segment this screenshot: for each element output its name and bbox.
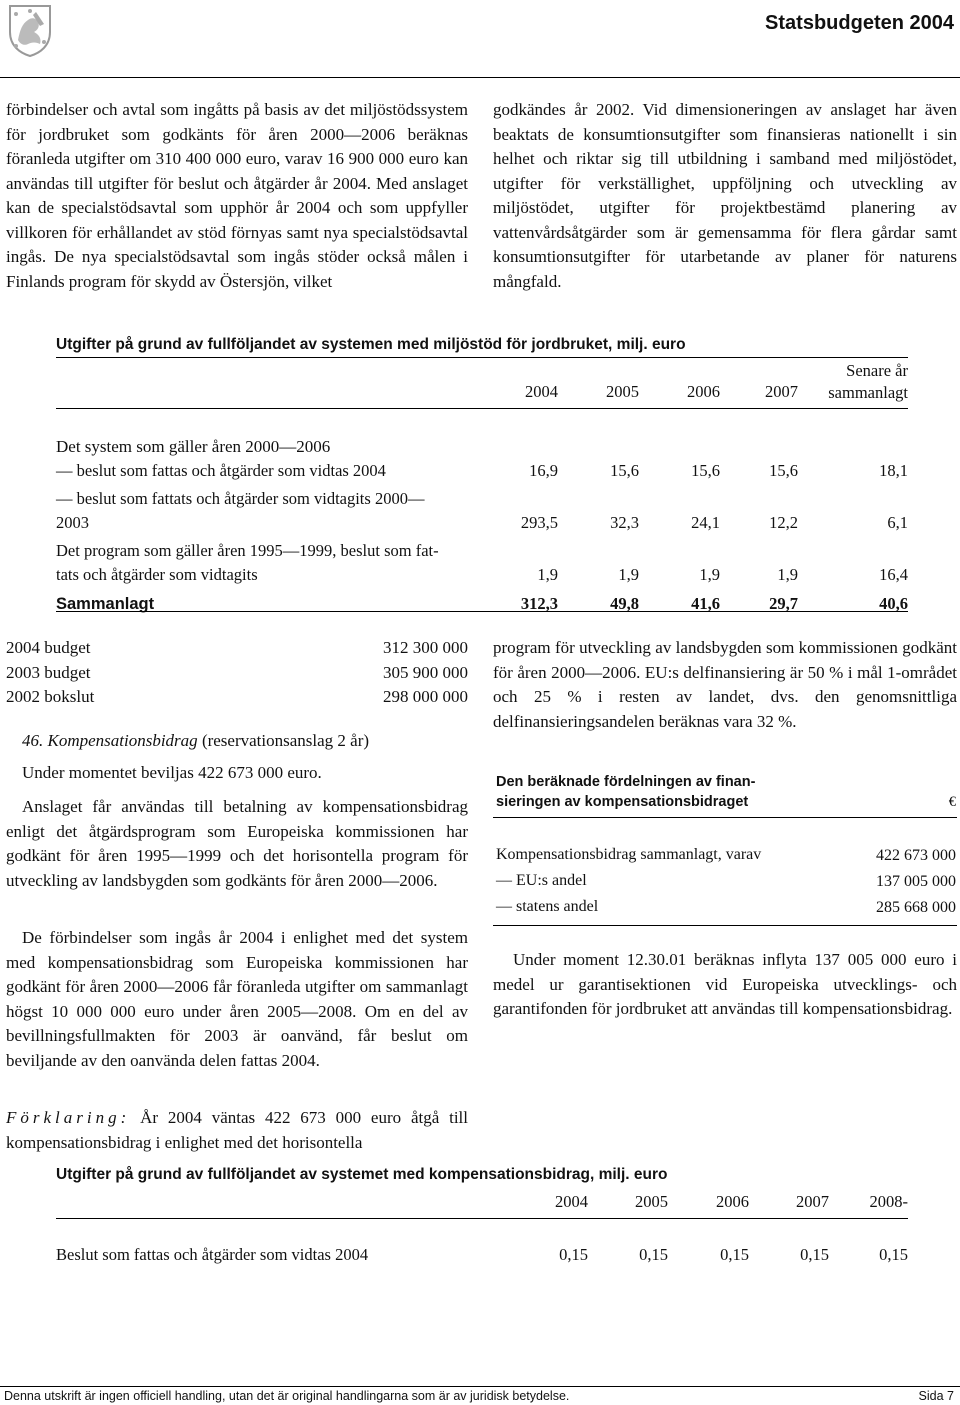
finnish-lion-crest-icon bbox=[4, 2, 56, 58]
table1-cell: 32,3 bbox=[610, 513, 639, 532]
table2-bottom-rule bbox=[493, 925, 957, 926]
budget-row bbox=[6, 636, 468, 661]
budget-value: 305 900 000 bbox=[383, 662, 468, 682]
section-title: Kompensationsbidrag bbox=[47, 731, 198, 750]
table2-row-label: Kompensationsbidrag sammanlagt, varav bbox=[496, 846, 762, 863]
table-row bbox=[56, 1243, 908, 1268]
table1-row-label-line2: 2003 bbox=[56, 513, 89, 532]
table3-header bbox=[56, 1189, 908, 1215]
table1-group-label: Det system som gäller åren 2000—2006 bbox=[56, 437, 331, 456]
table1-row-label bbox=[56, 539, 475, 588]
table3-header-rule bbox=[56, 1218, 908, 1219]
table1-header-2006: 2006 bbox=[687, 381, 720, 401]
table2 bbox=[496, 772, 956, 812]
budget-label: 2002 bokslut bbox=[6, 687, 95, 706]
top-right-paragraph: godkändes år 2002. Vid dimensioneringen av anslaget har även beaktats de konsumtionsutgifter som finansieras nationellt i sin helhet och riktar sig till utbildning i samband med miljöstödet, utgifter för verkställighet, uppföljning och utveckling av miljöstödet, utgifter för projektbestämd planering av vattenvårdsåtgärder som är gemensamma för flera gårdar samt konsumtionsutgifter för utarbetande av planer för naturens mångfald. bbox=[493, 100, 957, 291]
table1-header bbox=[56, 358, 908, 404]
table1-cell: 1,9 bbox=[618, 565, 639, 584]
footer-page-number: Sida 7 bbox=[918, 1389, 954, 1403]
table1-total-cell: 29,7 bbox=[769, 593, 798, 613]
table1-row-label-line1: — beslut som fattats och åtgärder som vidtagits 2000— bbox=[56, 488, 425, 508]
table2-row-label: — statens andel bbox=[496, 898, 599, 915]
budget-row bbox=[6, 661, 468, 686]
table1-header-rule bbox=[56, 408, 908, 409]
table3-cell: 0,15 bbox=[720, 1245, 749, 1264]
table-row bbox=[496, 868, 956, 894]
footer-rule bbox=[0, 1386, 960, 1387]
table1-cell: 1,9 bbox=[537, 565, 558, 584]
budget-list bbox=[6, 636, 468, 710]
table2-body bbox=[496, 842, 956, 920]
table1-cell: 293,5 bbox=[520, 513, 558, 532]
explanation-label: Förklaring: bbox=[6, 1108, 131, 1127]
table1-cell: 24,1 bbox=[691, 513, 720, 532]
table3-cell: 0,15 bbox=[559, 1245, 588, 1264]
table1-row-label: — beslut som fattas och åtgärder som vidtas 2004 bbox=[56, 461, 386, 480]
table1-cell: 1,9 bbox=[699, 565, 720, 584]
section46-explanation bbox=[6, 1106, 468, 1155]
table1-total-cell: 49,8 bbox=[610, 593, 639, 613]
table1-cell: 15,6 bbox=[691, 461, 720, 480]
table-row bbox=[56, 487, 908, 536]
table-row bbox=[496, 842, 956, 868]
table1-total-cell: 312,3 bbox=[520, 593, 558, 613]
table3-header-2004: 2004 bbox=[555, 1192, 588, 1211]
table1-total-cell: 40,6 bbox=[879, 593, 908, 613]
table1-cell: 1,9 bbox=[777, 565, 798, 584]
right-mid-paragraph: program för utveckling av landsbygden som kommissionen godkänt för åren 2000—2006. EU:s delfinansiering är 50 % i mål 1-området och 25 % i resten av landet, dvs. den genomsnittliga delfinansieringsandelen beräknas vara 32 %. bbox=[493, 638, 957, 731]
table1-header-later bbox=[798, 358, 908, 404]
table2-cell: 285 668 000 bbox=[876, 898, 956, 916]
table2-title-line2-row bbox=[496, 792, 956, 812]
explanation-text: År 2004 väntas 422 673 000 euro åtgå till kompensationsbidrag i enlighet med det horisontella bbox=[6, 1108, 468, 1152]
table1-total-cell: 41,6 bbox=[691, 593, 720, 613]
table3-title: Utgifter på grund av fullföljandet av systemet med kompensationsbidrag, milj. euro bbox=[56, 1166, 668, 1183]
header-rule bbox=[0, 77, 960, 78]
table1-cell: 18,1 bbox=[879, 461, 908, 480]
table1-header-2005: 2005 bbox=[606, 381, 639, 401]
table2-header-rule bbox=[493, 817, 957, 818]
budget-value: 312 300 000 bbox=[383, 638, 468, 657]
table1-header-later-line2: sammanlagt bbox=[828, 383, 908, 402]
budget-row bbox=[6, 685, 468, 710]
table1-title: Utgifter på grund av fullföljandet av systemen med miljöstöd för jordbruket, milj. euro bbox=[56, 336, 686, 353]
right-bottom-paragraph: Under moment 12.30.01 beräknas inflyta 137 005 000 euro i medel ur garantisektionen vid Europeiska utvecklings- och garantifonden för jordbruket att användas till kompensationsbidrag. bbox=[493, 950, 957, 1018]
section46-heading bbox=[22, 729, 468, 754]
table1-cell: 16,4 bbox=[879, 565, 908, 584]
table2-row-label: — EU:s andel bbox=[496, 872, 587, 889]
table1-header-2004: 2004 bbox=[525, 381, 558, 401]
table1-cell: 15,6 bbox=[610, 461, 639, 480]
table1-cell: 16,9 bbox=[529, 461, 558, 480]
budget-label: 2003 budget bbox=[6, 662, 91, 682]
table1-cell: 6,1 bbox=[887, 513, 908, 532]
table2-cell: 137 005 000 bbox=[876, 872, 956, 890]
table1-total-label: Sammanlagt bbox=[56, 594, 155, 613]
budget-value: 298 000 000 bbox=[383, 687, 468, 706]
table1-body bbox=[56, 434, 908, 616]
table1-row-label-line1: Det program som gäller åren 1995—1999, beslut som fat- bbox=[56, 540, 439, 560]
footer-disclaimer: Denna utskrift är ingen officiell handling, utan det är original handlingarna som är av juridisk betydelse. bbox=[4, 1389, 570, 1403]
table3-header-2005: 2005 bbox=[635, 1192, 668, 1211]
document-title: Statsbudgeten 2004 bbox=[765, 12, 954, 34]
table2-title-line2: sieringen av kompensationsbidraget bbox=[496, 794, 749, 810]
table3-header-2008: 2008- bbox=[869, 1192, 908, 1211]
table1-header-2007: 2007 bbox=[765, 381, 798, 401]
section46-intro: Under momentet beviljas 422 673 000 euro. bbox=[22, 763, 322, 782]
table-row bbox=[56, 459, 908, 484]
table1-cell: 12,2 bbox=[769, 513, 798, 532]
table3-row-label: Beslut som fattas och åtgärder som vidtas 2004 bbox=[56, 1245, 369, 1264]
table2-title bbox=[496, 772, 956, 812]
table3-cell: 0,15 bbox=[879, 1245, 908, 1264]
top-left-paragraph: förbindelser och avtal som ingåtts på basis av det miljöstödssystem för jordbruket som godkänts för åren 2000—2006 beräknas föranleda utgifter om 310 400 000 euro, varav 16 900 000 euro kan användas till utgifter för beslut och åtgärder år 2004. Med anslaget kan de specialstödsavtal som upphör år 2004 och som uppfyller villkoren för erhållandet av stöd förnyas samt nya specialstödsavtal ingås. De nya specialstödsavtal som ingås stöder också målen i Finlands program för skydd av Östersjön, vilket bbox=[6, 100, 468, 291]
table2-currency: € bbox=[948, 794, 956, 810]
table3-cell: 0,15 bbox=[639, 1245, 668, 1264]
table2-title-line1: Den beräknade fördelningen av finan- bbox=[496, 774, 756, 790]
table2-cell: 422 673 000 bbox=[876, 846, 956, 864]
table3-cell: 0,15 bbox=[800, 1245, 829, 1264]
section-title-suffix: (reservationsanslag 2 år) bbox=[197, 731, 370, 750]
table3-body bbox=[56, 1243, 908, 1268]
budget-label: 2004 budget bbox=[6, 638, 91, 657]
section-number: 46. bbox=[22, 731, 44, 750]
section46-paragraph1: Anslaget får användas till betalning av kompensationsbidrag enligt det åtgärdsprogram som Europeiska kommissionen har godkänt för åren 1995—1999 och det horisontella program för utveckling av landsbygden som godkänts för åren 2000—2006. bbox=[6, 797, 468, 890]
table3-header-2006: 2006 bbox=[716, 1192, 749, 1211]
table-row bbox=[496, 894, 956, 920]
table1-bottom-rule bbox=[56, 611, 908, 612]
table1-header-later-line1: Senare år bbox=[846, 361, 908, 380]
table-row bbox=[56, 539, 908, 588]
table3-header-2007: 2007 bbox=[796, 1192, 829, 1211]
table1-cell: 15,6 bbox=[769, 461, 798, 480]
table1-row-label-line2: tats och åtgärder som vidtagits bbox=[56, 565, 258, 584]
table1-row-label bbox=[56, 487, 475, 536]
section46-paragraph2: De förbindelser som ingås år 2004 i enlighet med det system med kompensationsbidrag som Europeiska kommissionen har godkänt för åren 2000—2006 får föranleda utgifter om sammanlagt högst 10 000 000 euro under åren 2005—2008. Om en del av bevillningsfullmakten för 2003 är oanvänd, får beslut om beviljande av den oanvända delen fattas 2004. bbox=[6, 928, 468, 1070]
